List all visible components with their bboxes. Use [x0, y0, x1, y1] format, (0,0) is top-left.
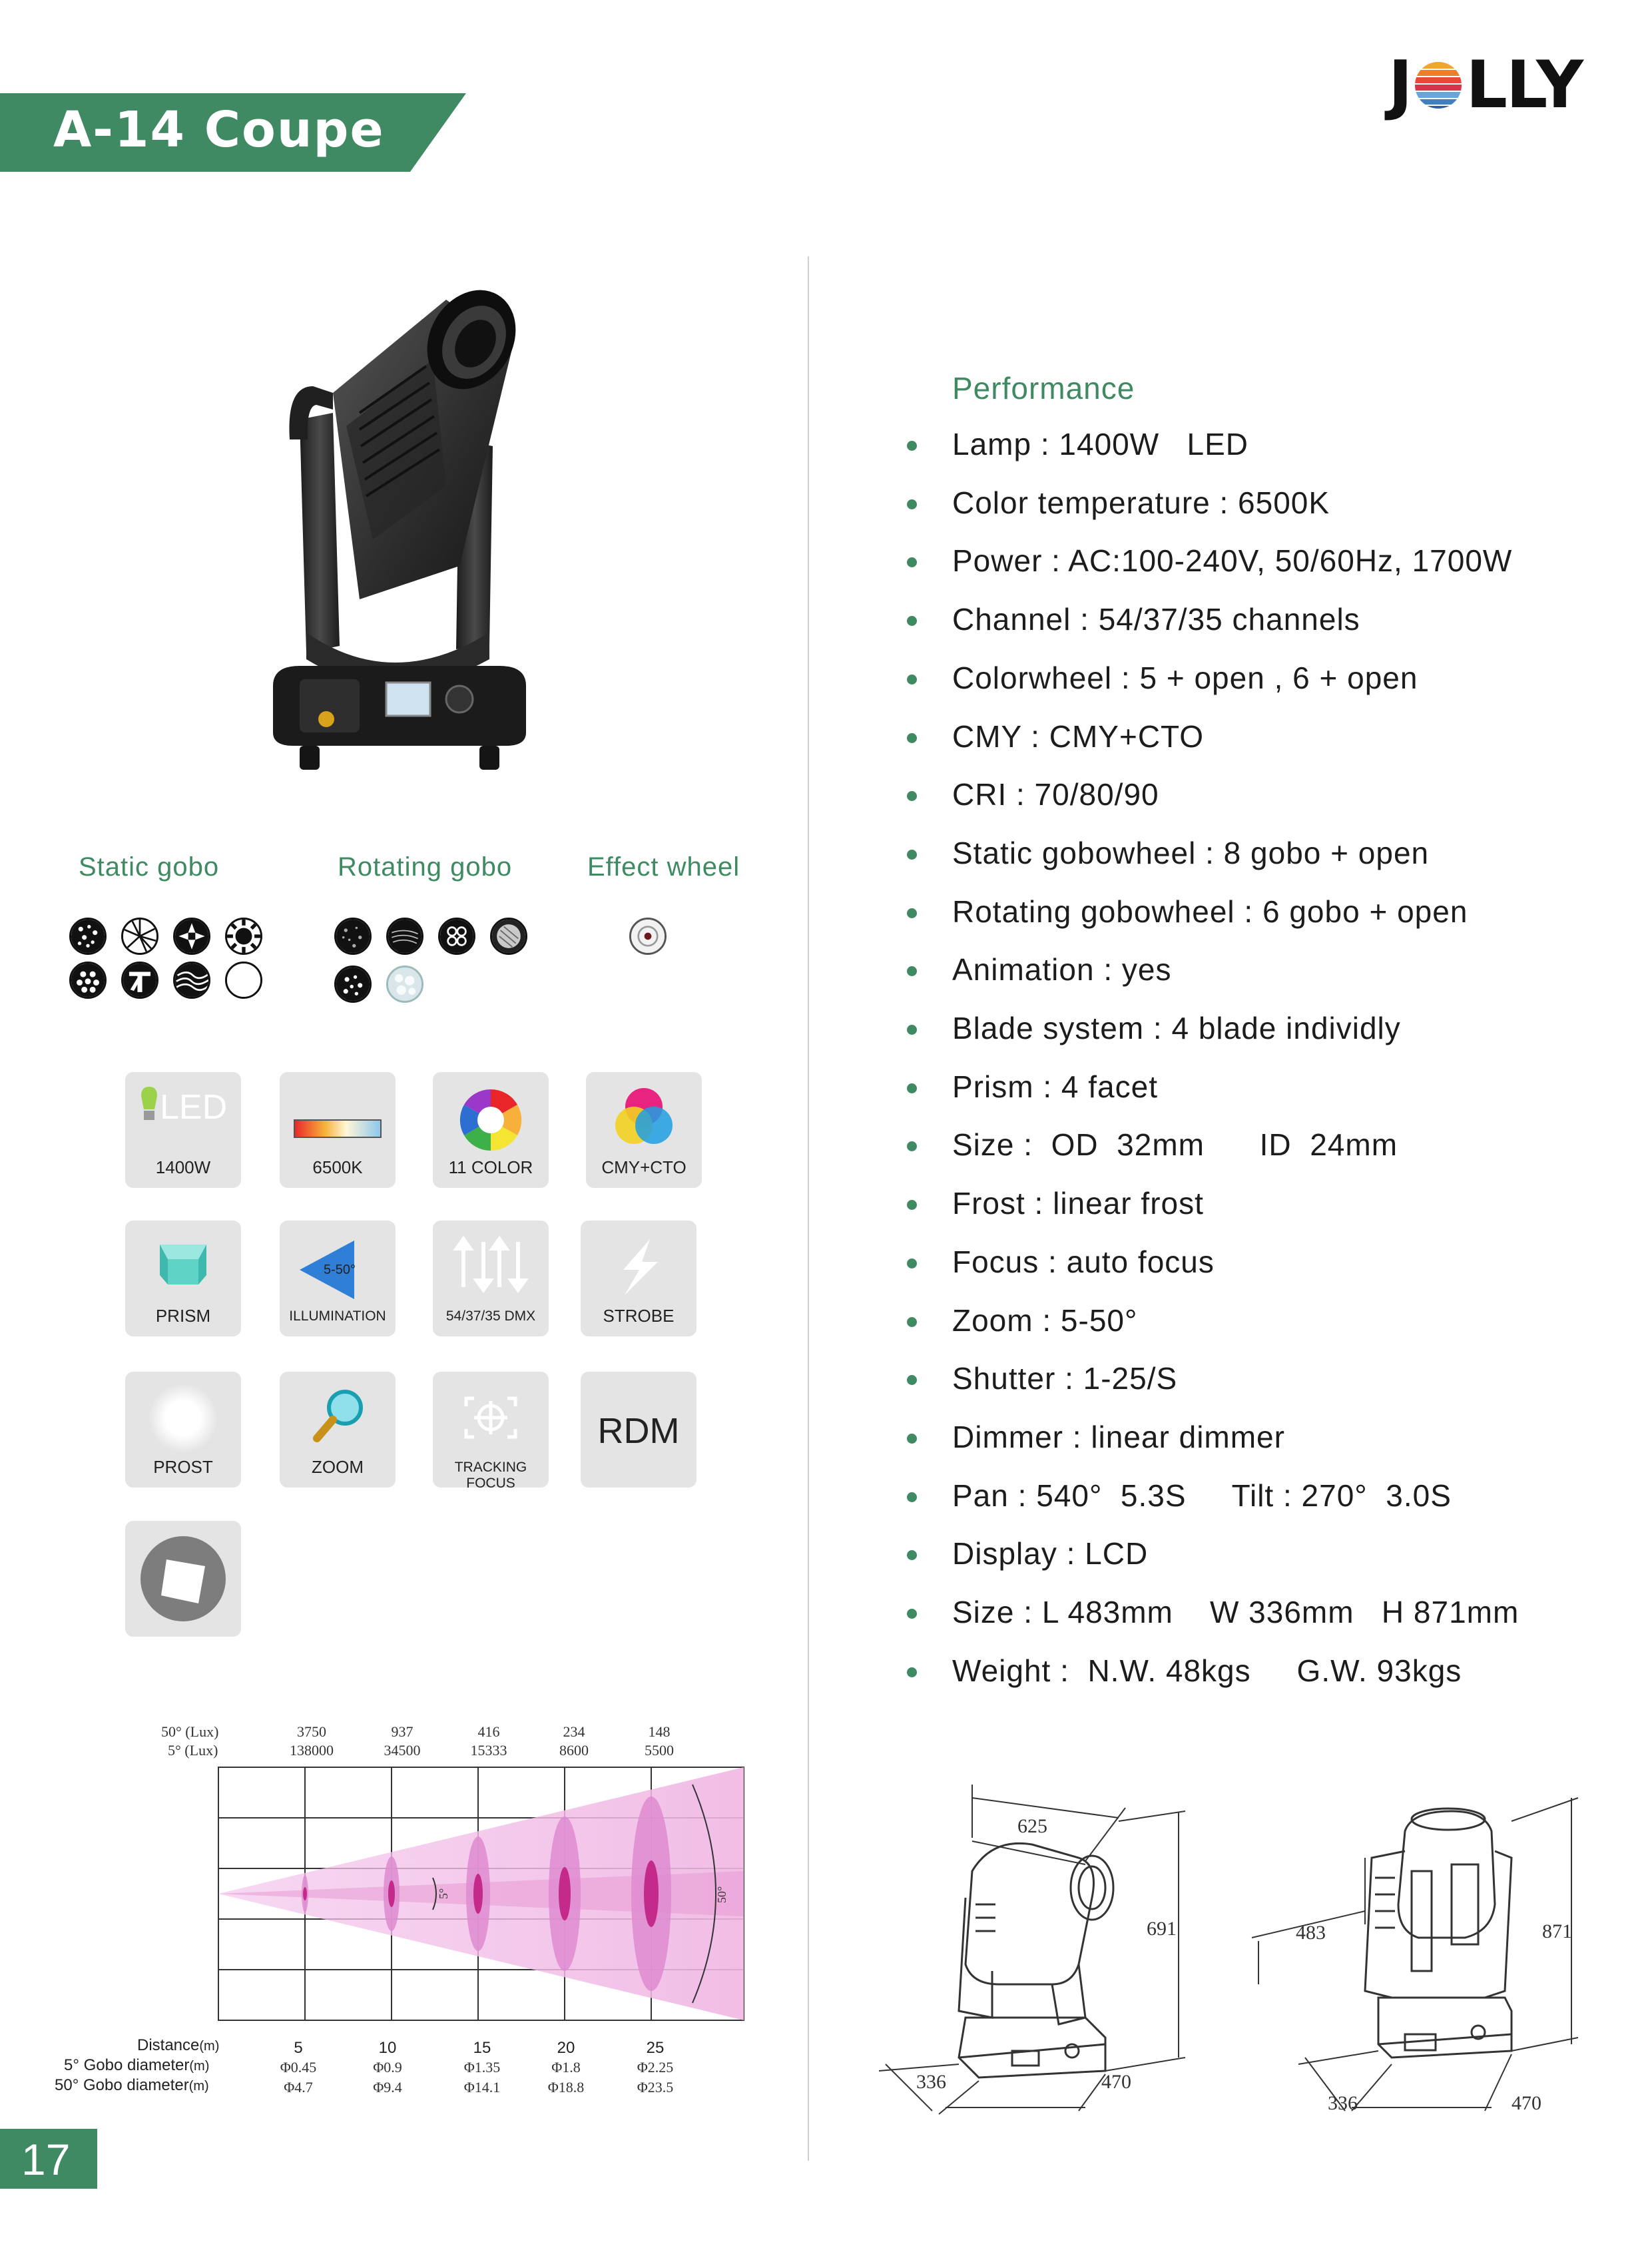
- beam-chart: [213, 1758, 749, 2024]
- bullet-icon: [907, 499, 917, 509]
- feature-label: CMY+CTO: [601, 1157, 687, 1177]
- gobo-5-diameter-value: Φ2.25: [637, 2059, 674, 2076]
- spec-item: [907, 718, 1613, 758]
- spec-text: Display : LCD: [952, 1536, 1149, 1571]
- led-overlay-text: LED: [160, 1088, 228, 1127]
- spec-text: Color temperature : 6500K: [952, 485, 1330, 520]
- spec-text: Blade system : 4 blade individly: [952, 1011, 1401, 1045]
- spec-text: Size : L 483mm W 336mm H 871mm: [952, 1595, 1519, 1629]
- column-divider: [808, 256, 809, 2161]
- spec-item: [907, 1069, 1613, 1109]
- prism-feature-tile: [125, 1221, 241, 1336]
- static-gobo-6-icon: [121, 962, 158, 999]
- distance-value: 15: [473, 2039, 491, 2057]
- rdm-icon: RDM: [597, 1411, 680, 1451]
- dmx-feature-tile: [433, 1221, 549, 1336]
- illumination-icon: [280, 1221, 396, 1306]
- rotating-gobo-2-icon: [386, 918, 423, 955]
- front-right-dimension: 470: [1101, 2071, 1131, 2093]
- gobo-50-diameter-value: Φ23.5: [637, 2079, 674, 2096]
- bullet-icon: [907, 791, 917, 801]
- feature-label: PRISM: [155, 1306, 211, 1326]
- effect-wheel-heading: Effect wheel: [587, 852, 740, 882]
- bullet-icon: [907, 616, 917, 626]
- spec-item: [907, 1302, 1613, 1342]
- bullet-icon: [907, 557, 917, 567]
- bullet-icon: [907, 733, 917, 743]
- distance-value: 5: [294, 2039, 303, 2057]
- feature-label: ILLUMINATION: [289, 1308, 386, 1324]
- lux-50-value: 148: [648, 1723, 671, 1740]
- lux-5-value: 34500: [384, 1742, 421, 1759]
- cmy-feature-tile: [586, 1072, 702, 1188]
- page-title: A-14 Coupe: [53, 101, 385, 158]
- rotating-gobo-5-icon: [334, 966, 372, 1003]
- spec-text: Frost : linear frost: [952, 1186, 1204, 1221]
- gobo-5-diameter-value: Φ0.45: [280, 2059, 317, 2076]
- spec-text: Size : OD 32mm ID 24mm: [952, 1127, 1398, 1162]
- lux-5-value: 8600: [559, 1742, 589, 1759]
- moving-head-fixture-image: [260, 286, 539, 772]
- side-dimension-drawing: [1232, 1771, 1591, 2131]
- dmx-sliders-icon: [433, 1221, 549, 1306]
- beam-angle-large-text: 50°: [715, 1886, 728, 1903]
- feature-label: 54/37/35 DMX: [445, 1308, 536, 1324]
- spec-text: Focus : auto focus: [952, 1245, 1215, 1279]
- spec-item: [907, 1010, 1613, 1050]
- spec-text: Rotating gobowheel : 6 gobo + open: [952, 894, 1468, 929]
- distance-value: 25: [646, 2039, 665, 2057]
- lux-5-label: 5° (Lux): [168, 1742, 218, 1759]
- spec-text: Lamp : 1400W LED: [952, 427, 1248, 461]
- rotating-gobo-3-icon: [438, 918, 475, 955]
- rotating-gobo-4-icon: [490, 918, 527, 955]
- side-right-dimension: 470: [1512, 2092, 1541, 2114]
- lux-5-value: 5500: [645, 1742, 674, 1759]
- static-gobo-2-icon: [121, 918, 158, 955]
- bullet-icon: [907, 1259, 917, 1268]
- bullet-icon: [907, 441, 917, 451]
- spec-item: [907, 1536, 1613, 1575]
- bullet-icon: [907, 850, 917, 860]
- static-gobo-heading: Static gobo: [79, 852, 220, 882]
- spec-item: [907, 1478, 1613, 1518]
- spec-item: [907, 1360, 1613, 1400]
- spec-item: [907, 1185, 1613, 1225]
- distance-value: 20: [557, 2039, 575, 2057]
- rotating-gobo-1-icon: [334, 918, 372, 955]
- spec-text: Power : AC:100-240V, 50/60Hz, 1700W: [952, 543, 1513, 578]
- zoom-feature-tile: [280, 1372, 396, 1488]
- bullet-icon: [907, 1200, 917, 1210]
- lux-50-value: 3750: [297, 1723, 326, 1740]
- spec-item: [907, 1653, 1613, 1693]
- bullet-icon: [907, 908, 917, 918]
- bullet-icon: [907, 675, 917, 685]
- spec-text: CRI : 70/80/90: [952, 777, 1159, 812]
- bullet-icon: [907, 1434, 917, 1444]
- effect-wheel-icon: [629, 918, 667, 955]
- page-number-badge: [0, 2129, 97, 2189]
- lux-50-value: 234: [563, 1723, 585, 1740]
- feature-label: 11 COLOR: [448, 1157, 533, 1177]
- feature-label: 6500K: [312, 1157, 363, 1177]
- front-dimension-drawing: [859, 1771, 1205, 2117]
- gobo-50-diameter-value: Φ18.8: [547, 2079, 585, 2096]
- gobo-5-diameter-value: Φ1.35: [463, 2059, 501, 2076]
- color-wheel-icon: [433, 1072, 549, 1157]
- rotating-gobo-6-icon: [386, 966, 423, 1003]
- spec-item: [907, 1594, 1613, 1634]
- spec-item: [907, 1419, 1613, 1459]
- spec-item: [907, 952, 1613, 991]
- led-bulb-icon: [125, 1072, 241, 1157]
- rdm-feature-tile: [581, 1372, 696, 1488]
- illumination-angle-text: 5-50°: [324, 1262, 356, 1277]
- logo-letters-lly: LLY: [1466, 47, 1583, 123]
- bullet-icon: [907, 1025, 917, 1035]
- bullet-icon: [907, 1667, 917, 1677]
- gobo-5-diameter-label: 5° Gobo diameter(m): [64, 2056, 210, 2074]
- bullet-icon: [907, 1083, 917, 1093]
- gobo-50-diameter-label: 50° Gobo diameter(m): [55, 2076, 209, 2094]
- cmy-circles-icon: [586, 1072, 702, 1157]
- spec-text: Prism : 4 facet: [952, 1069, 1158, 1104]
- color-temperature-icon: [280, 1072, 396, 1157]
- spec-item: [907, 894, 1613, 934]
- spec-item: [907, 835, 1613, 875]
- bullet-icon: [907, 1492, 917, 1502]
- tracking-focus-feature-tile: [433, 1372, 549, 1491]
- color-wheel-feature-tile: [433, 1072, 549, 1188]
- feature-label: 1400W: [155, 1157, 211, 1177]
- bullet-icon: [907, 1550, 917, 1560]
- spec-text: Pan : 540° 5.3S Tilt : 270° 3.0S: [952, 1478, 1452, 1513]
- front-left-dimension: 336: [916, 2071, 946, 2093]
- spec-text: Colorwheel : 5 + open , 6 + open: [952, 661, 1418, 695]
- zoom-icon: [280, 1372, 396, 1457]
- shutter-blade-icon: [125, 1521, 241, 1637]
- beam-angle-small-text: 5°: [437, 1888, 450, 1899]
- bullet-icon: [907, 1375, 917, 1385]
- distance-label: Distance(m): [137, 2036, 220, 2054]
- front-top-dimension: 625: [1017, 1815, 1047, 1837]
- lux-50-value: 937: [391, 1723, 413, 1740]
- spec-item: [907, 485, 1613, 525]
- prism-icon: [125, 1221, 241, 1306]
- static-gobo-4-icon: [225, 918, 262, 955]
- gobo-50-diameter-value: Φ4.7: [284, 2079, 313, 2096]
- color-temperature-feature-tile: [280, 1072, 396, 1188]
- spec-text: Shutter : 1-25/S: [952, 1361, 1178, 1396]
- spec-text: Static gobowheel : 8 gobo + open: [952, 836, 1430, 870]
- spec-item: [907, 601, 1613, 641]
- side-left-dimension: 336: [1328, 2092, 1358, 2114]
- bullet-icon: [907, 966, 917, 976]
- led-feature-tile: [125, 1072, 241, 1188]
- spec-item: [907, 660, 1613, 700]
- static-gobo-3-icon: [173, 918, 210, 955]
- side-height-dimension: 871: [1542, 1920, 1572, 1942]
- spec-item: [907, 776, 1613, 816]
- gobo-50-diameter-value: Φ14.1: [463, 2079, 501, 2096]
- rotating-gobo-heading: Rotating gobo: [338, 852, 513, 882]
- lux-5-value: 138000: [290, 1742, 334, 1759]
- lux-50-value: 416: [477, 1723, 500, 1740]
- spec-item: [907, 426, 1613, 466]
- spec-text: Zoom : 5-50°: [952, 1303, 1138, 1338]
- spec-text: Weight : N.W. 48kgs G.W. 93kgs: [952, 1653, 1462, 1688]
- bullet-icon: [907, 1141, 917, 1151]
- brand-logo: [1388, 47, 1583, 123]
- shutter-blade-feature-tile: [125, 1521, 241, 1637]
- spec-item: [907, 1244, 1613, 1284]
- spec-item: [907, 543, 1613, 583]
- gobo-50-diameter-value: Φ9.4: [373, 2079, 402, 2096]
- spec-text: Animation : yes: [952, 952, 1172, 987]
- spec-text: Dimmer : linear dimmer: [952, 1420, 1285, 1454]
- feature-label: PROST: [153, 1457, 213, 1477]
- static-gobo-7-icon: [173, 962, 210, 999]
- strobe-feature-tile: [581, 1221, 696, 1336]
- bullet-icon: [907, 1317, 917, 1327]
- tracking-focus-icon: [433, 1372, 549, 1457]
- bullet-icon: [907, 1609, 917, 1619]
- frost-feature-tile: [125, 1372, 241, 1488]
- distance-value: 10: [378, 2039, 397, 2057]
- lux-5-value: 15333: [470, 1742, 507, 1759]
- illumination-feature-tile: [280, 1221, 396, 1336]
- spec-text: CMY : CMY+CTO: [952, 719, 1205, 754]
- spec-text: Channel : 54/37/35 channels: [952, 602, 1360, 637]
- gobo-5-diameter-value: Φ1.8: [551, 2059, 581, 2076]
- feature-label: ZOOM: [312, 1457, 364, 1477]
- sun-stripes-icon: [1414, 61, 1463, 110]
- front-height-dimension: 691: [1147, 1918, 1177, 1940]
- logo-letter-j: J: [1388, 47, 1412, 123]
- feature-label: TRACKING FOCUS: [454, 1460, 527, 1491]
- static-gobo-open-icon: [225, 962, 262, 999]
- static-gobo-1-icon: [69, 918, 107, 955]
- side-width-dimension: 483: [1296, 1922, 1326, 1944]
- performance-heading: Performance: [952, 371, 1135, 406]
- feature-label: STROBE: [603, 1306, 675, 1326]
- spec-item: [907, 1127, 1613, 1167]
- lux-50-label: 50° (Lux): [161, 1723, 219, 1740]
- gobo-5-diameter-value: Φ0.9: [373, 2059, 402, 2076]
- frost-icon: [125, 1372, 241, 1457]
- static-gobo-5-icon: [69, 962, 107, 999]
- strobe-icon: [581, 1221, 696, 1306]
- page-number: 17: [21, 2135, 71, 2184]
